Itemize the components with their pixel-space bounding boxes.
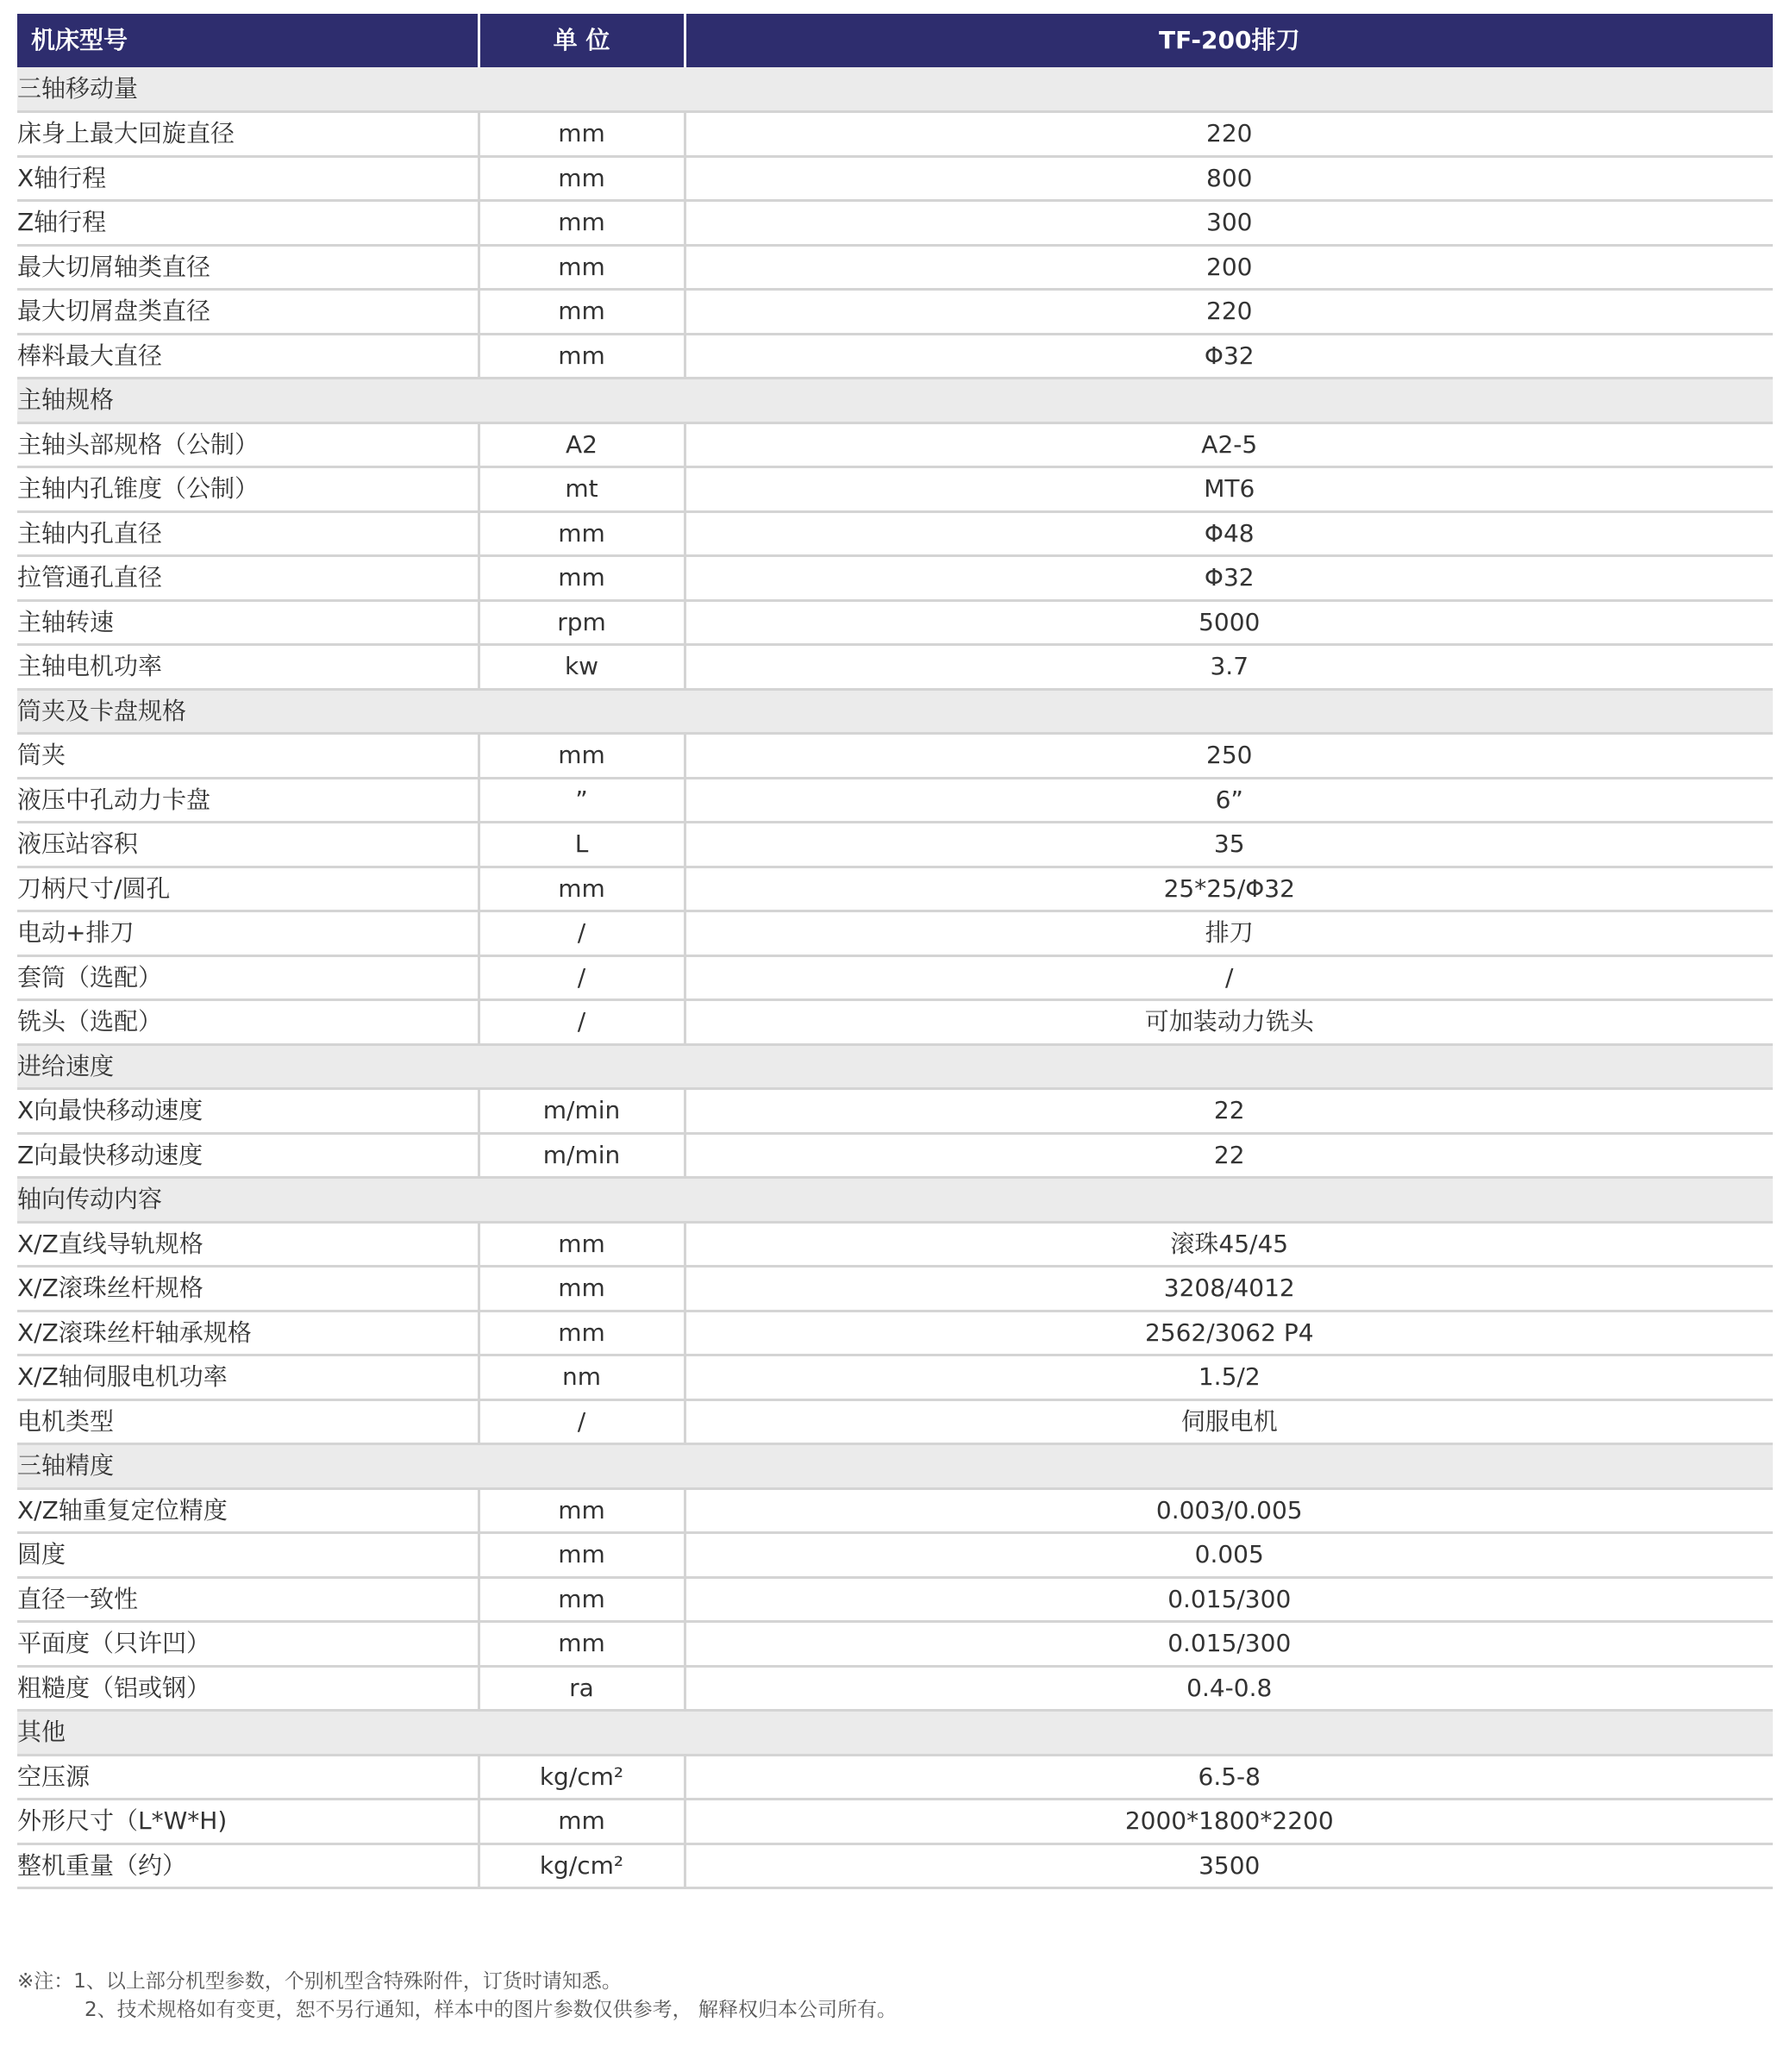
spec-name: X向最快移动速度	[17, 1089, 479, 1134]
header-row	[17, 14, 1773, 67]
spec-value: 22	[685, 1133, 1773, 1178]
spec-name: X轴行程	[17, 156, 479, 201]
table-row	[17, 1577, 1773, 1622]
table-row	[17, 156, 1773, 201]
table-row	[17, 201, 1773, 246]
spec-name: 主轴头部规格（公制）	[17, 423, 479, 467]
spec-unit: m/min	[479, 1089, 685, 1134]
spec-value: 200	[685, 245, 1773, 290]
spec-name: 圆度	[17, 1533, 479, 1578]
table-row	[17, 245, 1773, 290]
spec-name: 电动+排刀	[17, 911, 479, 956]
spec-name: 外形尺寸（L*W*H)	[17, 1800, 479, 1844]
spec-value: Φ48	[685, 511, 1773, 556]
spec-value: 300	[685, 201, 1773, 246]
spec-value: 0.003/0.005	[685, 1488, 1773, 1533]
spec-value: /	[685, 955, 1773, 1000]
spec-unit: /	[479, 1399, 685, 1444]
section-row	[17, 1711, 1773, 1756]
spec-value: A2-5	[685, 423, 1773, 467]
spec-value: 2000*1800*2200	[685, 1800, 1773, 1844]
section-row	[17, 1044, 1773, 1089]
table-row	[17, 334, 1773, 379]
spec-name: 拉管通孔直径	[17, 556, 479, 601]
spec-unit: mm	[479, 1311, 685, 1355]
spec-unit: mm	[479, 1222, 685, 1267]
spec-unit: A2	[479, 423, 685, 467]
spec-value: 0.015/300	[685, 1577, 1773, 1622]
spec-unit: mm	[479, 156, 685, 201]
table-row	[17, 1000, 1773, 1045]
spec-name: X/Z轴伺服电机功率	[17, 1355, 479, 1400]
section-title: 进给速度	[17, 1044, 1773, 1089]
spec-name: 刀柄尺寸/圆孔	[17, 867, 479, 911]
spec-value: 2562/3062 P4	[685, 1311, 1773, 1355]
table-row	[17, 1089, 1773, 1134]
spec-unit: mm	[479, 1800, 685, 1844]
spec-name: X/Z滚珠丝杆规格	[17, 1267, 479, 1311]
spec-value: 220	[685, 290, 1773, 335]
section-row	[17, 1178, 1773, 1223]
spec-value: 800	[685, 156, 1773, 201]
table-row	[17, 911, 1773, 956]
spec-name: 主轴内孔锥度（公制）	[17, 467, 479, 512]
header-unit: 单 位	[479, 14, 685, 67]
footnote-2: 2、技术规格如有变更，恕不另行通知，样本中的图片参数仅供参考， 解释权归本公司所有。	[84, 1999, 897, 2021]
header-model: 机床型号	[17, 14, 479, 67]
spec-unit: mm	[479, 556, 685, 601]
spec-name: 直径一致性	[17, 1577, 479, 1622]
table-row	[17, 290, 1773, 335]
table-row	[17, 1844, 1773, 1888]
spec-unit: mm	[479, 245, 685, 290]
table-row	[17, 867, 1773, 911]
section-title: 主轴规格	[17, 379, 1773, 423]
table-row	[17, 467, 1773, 512]
section-row	[17, 1444, 1773, 1489]
table-row	[17, 556, 1773, 601]
section-title: 其他	[17, 1711, 1773, 1756]
table-row	[17, 1222, 1773, 1267]
table-row	[17, 1800, 1773, 1844]
table-row	[17, 1267, 1773, 1311]
table-row	[17, 423, 1773, 467]
spec-unit: ”	[479, 778, 685, 823]
spec-name: 最大切屑盘类直径	[17, 290, 479, 335]
spec-value: Φ32	[685, 334, 1773, 379]
spec-value: 0.005	[685, 1533, 1773, 1578]
section-title: 三轴移动量	[17, 67, 1773, 112]
spec-name: 主轴电机功率	[17, 645, 479, 690]
section-title: 三轴精度	[17, 1444, 1773, 1489]
spec-value: 排刀	[685, 911, 1773, 956]
spec-name: 最大切屑轴类直径	[17, 245, 479, 290]
spec-name: 主轴内孔直径	[17, 511, 479, 556]
spec-unit: mm	[479, 334, 685, 379]
table-row	[17, 1311, 1773, 1355]
spec-name: X/Z直线导轨规格	[17, 1222, 479, 1267]
spec-value: 250	[685, 734, 1773, 779]
spec-unit: mm	[479, 1577, 685, 1622]
spec-unit: kw	[479, 645, 685, 690]
spec-name: 套筒（选配）	[17, 955, 479, 1000]
spec-value: 6”	[685, 778, 1773, 823]
table-row	[17, 645, 1773, 690]
table-row	[17, 112, 1773, 157]
spec-unit: /	[479, 955, 685, 1000]
spec-value: 35	[685, 823, 1773, 867]
spec-value: 5000	[685, 600, 1773, 645]
table-row	[17, 1355, 1773, 1400]
spec-value: 220	[685, 112, 1773, 157]
table-row	[17, 1133, 1773, 1178]
spec-unit: mm	[479, 290, 685, 335]
table-row	[17, 1622, 1773, 1667]
spec-value: 22	[685, 1089, 1773, 1134]
spec-name: 筒夹	[17, 734, 479, 779]
spec-value: 3208/4012	[685, 1267, 1773, 1311]
spec-unit: mt	[479, 467, 685, 512]
table-body	[17, 67, 1773, 1888]
table-row	[17, 1755, 1773, 1800]
section-row	[17, 379, 1773, 423]
spec-name: X/Z滚珠丝杆轴承规格	[17, 1311, 479, 1355]
spec-name: 液压站容积	[17, 823, 479, 867]
spec-unit: m/min	[479, 1133, 685, 1178]
spec-name: 床身上最大回旋直径	[17, 112, 479, 157]
spec-name: 电机类型	[17, 1399, 479, 1444]
spec-value: 3500	[685, 1844, 1773, 1888]
spec-name: 整机重量（约）	[17, 1844, 479, 1888]
spec-unit: kg/cm²	[479, 1755, 685, 1800]
spec-unit: mm	[479, 1267, 685, 1311]
section-title: 筒夹及卡盘规格	[17, 689, 1773, 734]
spec-name: 液压中孔动力卡盘	[17, 778, 479, 823]
table-row	[17, 600, 1773, 645]
spec-value: 3.7	[685, 645, 1773, 690]
spec-unit: mm	[479, 1622, 685, 1667]
spec-value: 伺服电机	[685, 1399, 1773, 1444]
spec-name: 主轴转速	[17, 600, 479, 645]
spec-name: Z向最快移动速度	[17, 1133, 479, 1178]
spec-value: 0.4-0.8	[685, 1666, 1773, 1711]
header-value: TF-200排刀	[685, 14, 1773, 67]
spec-value: Φ32	[685, 556, 1773, 601]
spec-value: 滚珠45/45	[685, 1222, 1773, 1267]
table-row	[17, 1666, 1773, 1711]
spec-value: MT6	[685, 467, 1773, 512]
footnote-1: ※注：1、以上部分机型参数，个别机型含特殊附件，订货时请知悉。	[17, 1970, 622, 1993]
section-row	[17, 689, 1773, 734]
spec-name: 空压源	[17, 1755, 479, 1800]
spec-unit: ra	[479, 1666, 685, 1711]
spec-unit: nm	[479, 1355, 685, 1400]
spec-name: 铣头（选配）	[17, 1000, 479, 1045]
table-row	[17, 778, 1773, 823]
spec-unit: /	[479, 1000, 685, 1045]
spec-unit: kg/cm²	[479, 1844, 685, 1888]
spec-unit: mm	[479, 1533, 685, 1578]
spec-unit: mm	[479, 1488, 685, 1533]
spec-name: 粗糙度（铝或钢）	[17, 1666, 479, 1711]
spec-value: 6.5-8	[685, 1755, 1773, 1800]
section-title: 轴向传动内容	[17, 1178, 1773, 1223]
spec-value: 可加装动力铣头	[685, 1000, 1773, 1045]
spec-unit: mm	[479, 734, 685, 779]
spec-value: 25*25/Φ32	[685, 867, 1773, 911]
spec-value: 1.5/2	[685, 1355, 1773, 1400]
section-row	[17, 67, 1773, 112]
table-row	[17, 734, 1773, 779]
footnotes	[17, 1968, 1773, 2025]
spec-name: 平面度（只许凹）	[17, 1622, 479, 1667]
spec-unit: mm	[479, 511, 685, 556]
table-row	[17, 823, 1773, 867]
table-row	[17, 1488, 1773, 1533]
spec-unit: /	[479, 911, 685, 956]
table-row	[17, 1399, 1773, 1444]
spec-unit: mm	[479, 112, 685, 157]
spec-name: 棒料最大直径	[17, 334, 479, 379]
spec-unit: L	[479, 823, 685, 867]
table-row	[17, 955, 1773, 1000]
spec-unit: rpm	[479, 600, 685, 645]
spec-unit: mm	[479, 201, 685, 246]
spec-name: X/Z轴重复定位精度	[17, 1488, 479, 1533]
table-row	[17, 1533, 1773, 1578]
table-header	[17, 14, 1773, 67]
spec-unit: mm	[479, 867, 685, 911]
spec-name: Z轴行程	[17, 201, 479, 246]
spec-value: 0.015/300	[685, 1622, 1773, 1667]
table-row	[17, 511, 1773, 556]
spec-table	[17, 14, 1773, 1889]
